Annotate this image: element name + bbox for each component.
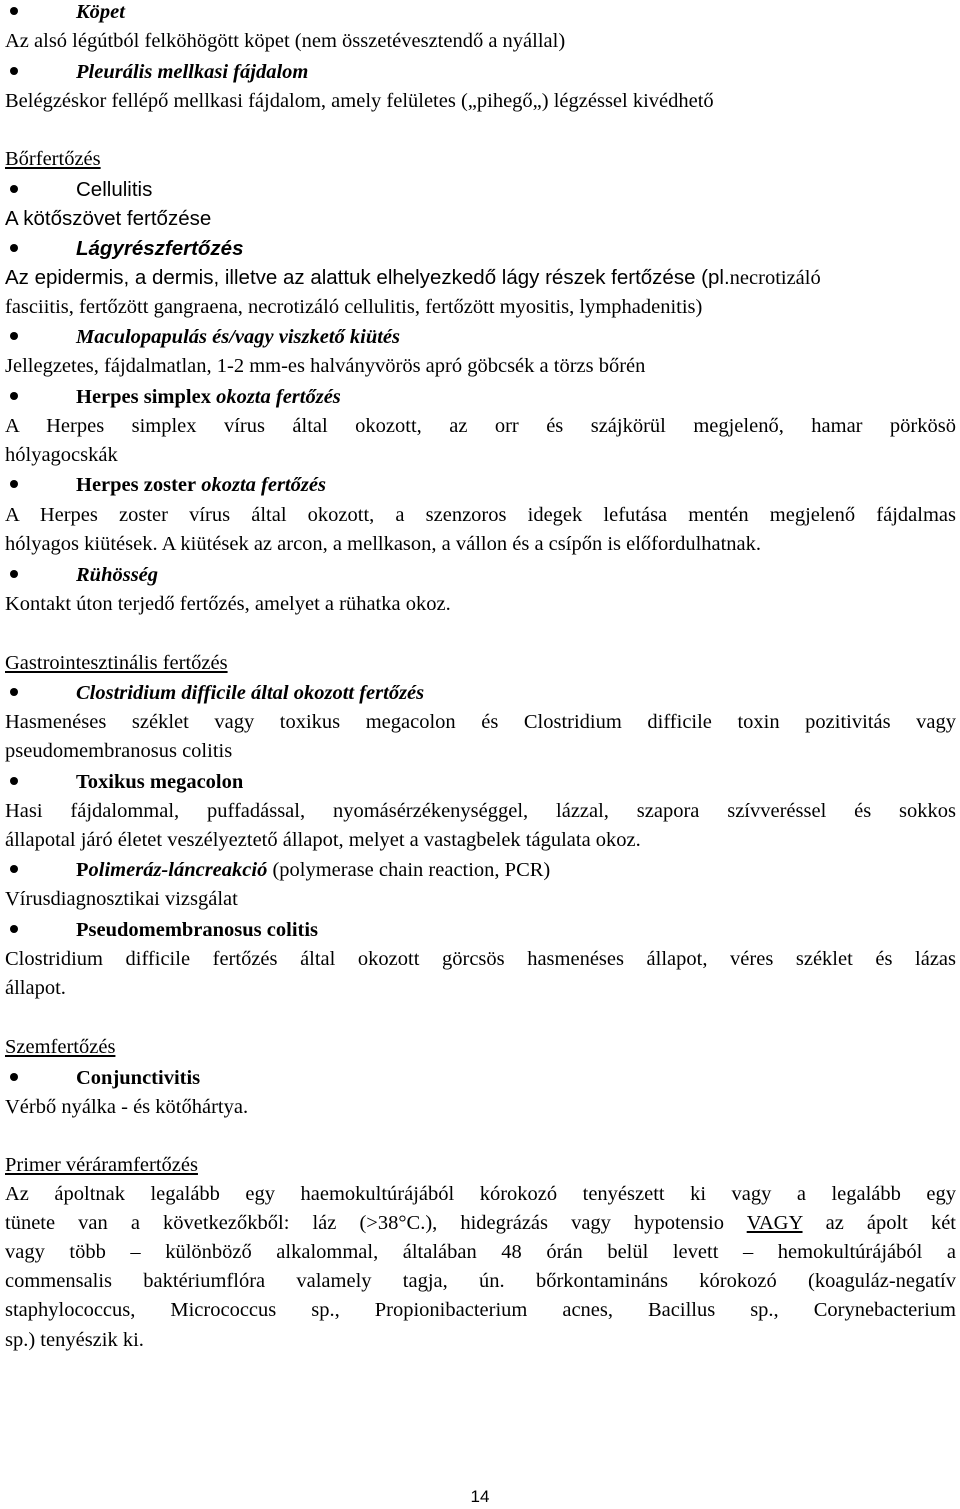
bullet-icon (10, 865, 18, 873)
section-heading: Gastrointesztinális fertőzés (5, 652, 228, 674)
paragraph-line: vagy több – különböző alkalommal, általában 48 órán belül levett – hemokultúrájából a (5, 1241, 956, 1263)
term-description: Vírusdiagnosztikai vizsgálat (5, 888, 238, 910)
emphasis-underline: VAGY (746, 1212, 803, 1234)
term-title: Conjunctivitis (76, 1067, 201, 1089)
bullet-icon (10, 392, 18, 400)
term-description: állapotal járó életet veszélyeztető állapot, melyet a vastagbelek tágulata okoz. (5, 829, 641, 851)
term-description: Belégzéskor fellépő mellkasi fájdalom, amely felületes („pihegő„) légzéssel kivédhető (5, 90, 714, 112)
term-description: állapot. (5, 977, 66, 999)
term-title: Pleurális mellkasi fájdalom (76, 61, 309, 83)
bullet-icon (10, 925, 18, 933)
text-span: necrotizáló (729, 267, 821, 289)
term-description: A kötőszövet fertőzése (5, 207, 212, 230)
list-item (10, 323, 956, 352)
paragraph-line: Az ápoltnak legalább egy haemokultúrájából kórokozó tenyészett ki vagy a legalább egy (5, 1183, 956, 1205)
list-item (10, 679, 956, 708)
term-description (5, 263, 956, 293)
term-title: Rühösség (76, 564, 159, 586)
term-title: Toxikus megacolon (76, 771, 244, 793)
term-description: Clostridium difficile fertőzés által okozott görcsös hasmenéses állapot, véres széklet és lázas (5, 948, 956, 970)
term-description: Hasmenéses széklet vagy toxikus megacolon és Clostridium difficile toxin pozitivitás vagy (5, 711, 956, 733)
term-title: Clostridium difficile által okozott fertőzés (76, 682, 425, 704)
term-title: Herpes zoster (76, 474, 197, 496)
term-description: A Herpes zoster vírus által okozott, a szenzoros idegek lefutása mentén megjelenő fájdalmas (5, 504, 956, 526)
paragraph-line: sp.) tenyészik ki. (5, 1329, 144, 1351)
term-description: Jellegzetes, fájdalmatlan, 1-2 mm-es halványvörös apró göbcsék a törzs bőrén (5, 355, 646, 377)
term-title-tail: (polymerase chain reaction, PCR) (267, 859, 551, 881)
term-description: Hasi fájdalommal, puffadással, nyomásérzékenységgel, lázzal, szapora szívveréssel és sokkos (5, 800, 956, 822)
bullet-icon (10, 570, 18, 578)
page-number: 14 (470, 1487, 490, 1506)
list-item (10, 58, 956, 87)
bullet-icon (10, 7, 18, 15)
section-heading: Bőrfertőzés (5, 148, 101, 170)
term-description: fasciitis, fertőzött gangraena, necrotizáló cellulitis, fertőzött myositis, lymphadenitis) (5, 296, 703, 318)
term-description: Az alsó légútból felköhögött köpet (nem összetévesztendő a nyállal) (5, 30, 566, 52)
bullet-icon (10, 332, 18, 340)
term-title: Cellulitis (76, 178, 153, 201)
list-item (10, 471, 956, 500)
term-description: pseudomembranosus colitis (5, 740, 233, 762)
term-description: A Herpes simplex vírus által okozott, az orr és szájkörül megjelenő, hamar pörkösö (5, 415, 956, 437)
list-item (10, 768, 956, 797)
list-item (10, 383, 956, 412)
term-title: P (76, 859, 89, 881)
paragraph-line: staphylococcus, Micrococcus sp., Propionibacterium acnes, Bacillus sp., Corynebacterium (5, 1299, 956, 1321)
term-title: Pseudomembranosus colitis (76, 919, 319, 941)
list-item (10, 561, 956, 590)
paragraph-line (5, 1209, 956, 1238)
term-title: Herpes simplex (76, 386, 211, 408)
paragraph-line: commensalis baktériumflóra valamely tagja, ún. bőrkontamináns kórokozó (koaguláz-negatív (5, 1270, 956, 1292)
list-item (10, 856, 956, 885)
bullet-icon (10, 777, 18, 785)
term-description: Vérbő nyálka - és kötőhártya. (5, 1096, 249, 1118)
list-item (10, 916, 956, 945)
list-item (10, 175, 956, 205)
term-description: hólyagocskák (5, 444, 118, 466)
text-span: az ápolt két (825, 1212, 956, 1234)
term-title-rest: okozta fertőzés (216, 386, 341, 408)
term-title: Köpet (76, 1, 125, 23)
bullet-icon (10, 480, 18, 488)
list-item (10, 1064, 956, 1093)
text-span: Az epidermis, a dermis, illetve az alattuk elhelyezkedő lágy részek fertőzése (pl. (5, 266, 730, 289)
list-item (10, 0, 956, 27)
term-title: Lágyrészfertőzés (76, 237, 244, 260)
bullet-icon (10, 244, 18, 252)
term-title-rest: okozta fertőzés (201, 474, 326, 496)
section-heading: Primer véráramfertőzés (5, 1154, 198, 1176)
term-title: Maculopapulás és/vagy viszkető kiütés (76, 326, 401, 348)
term-description: hólyagos kiütések. A kiütések az arcon, a mellkason, a vállon és a csípőn is előfordulhatnak. (5, 533, 762, 555)
bullet-icon (10, 1073, 18, 1081)
bullet-icon (10, 185, 18, 193)
list-item (10, 234, 956, 264)
bullet-icon (10, 688, 18, 696)
section-heading: Szemfertőzés (5, 1036, 116, 1058)
bullet-icon (10, 67, 18, 75)
term-title-rest: olimeráz-láncreakció (88, 859, 268, 881)
text-span: tünete van a következőkből: láz (>38°C.), hidegrázás vagy hypotensio (5, 1212, 724, 1234)
term-description: Kontakt úton terjedő fertőzés, amelyet a rühatka okoz. (5, 593, 451, 615)
